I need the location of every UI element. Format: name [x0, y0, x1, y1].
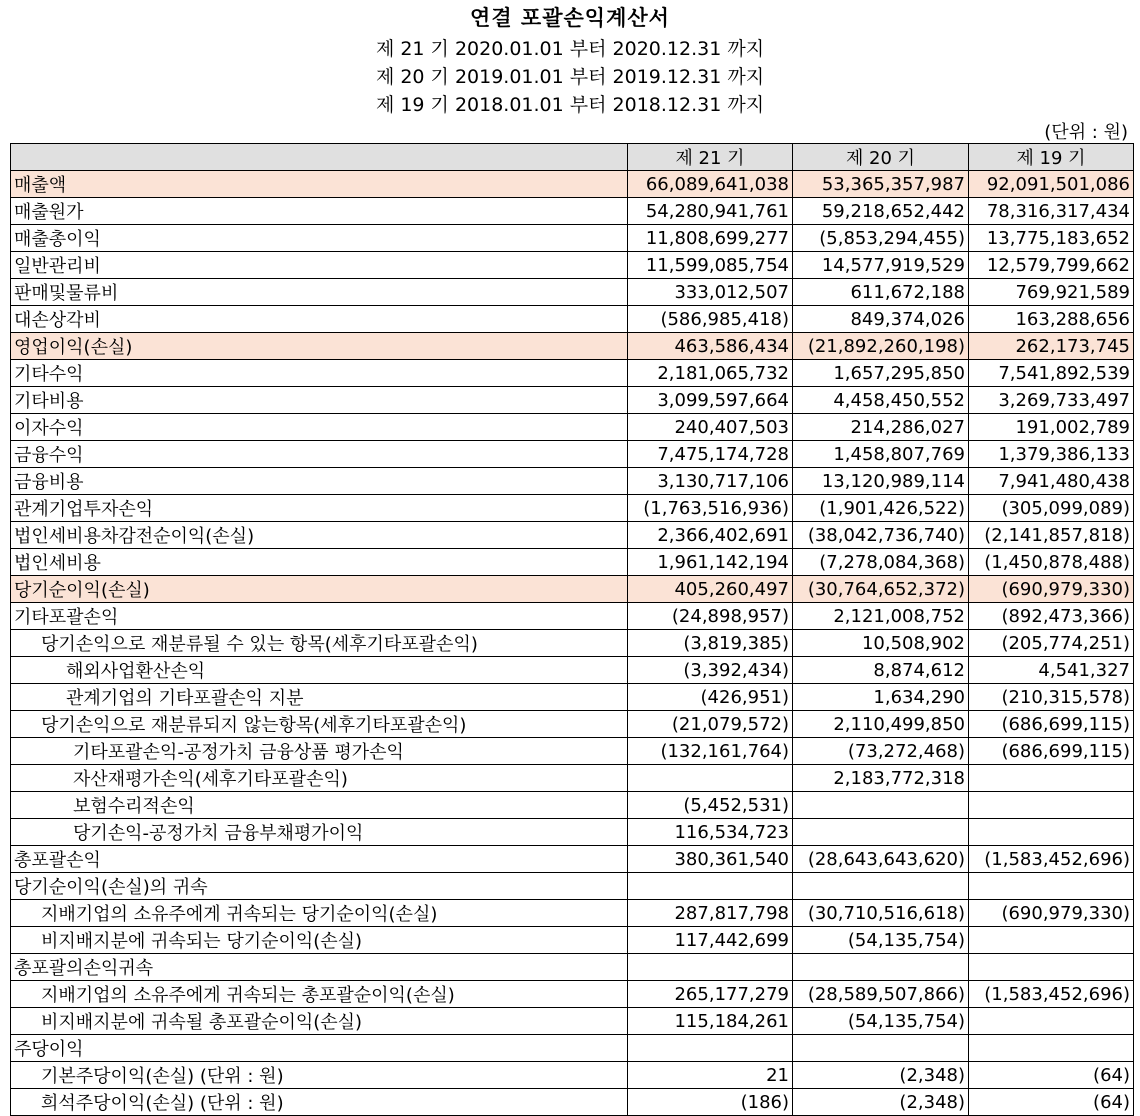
value-period-21: (586,985,418) [628, 306, 793, 333]
account-label: 기타비용 [11, 387, 628, 414]
account-label: 당기순이익(손실) [11, 576, 628, 603]
table-row [11, 522, 1134, 549]
value-period-19: 769,921,589 [969, 279, 1134, 306]
value-period-19: (686,699,115) [969, 738, 1134, 765]
account-label: 이자수익 [11, 414, 628, 441]
value-period-21: 265,177,279 [628, 981, 793, 1008]
value-period-21: (3,819,385) [628, 630, 793, 657]
value-period-20 [793, 954, 969, 981]
value-period-21: (132,161,764) [628, 738, 793, 765]
value-period-19: (210,315,578) [969, 684, 1134, 711]
account-label: 지배기업의 소유주에게 귀속되는 총포괄순이익(손실) [11, 981, 628, 1008]
value-period-20 [793, 819, 969, 846]
table-row [11, 711, 1134, 738]
value-period-19: 191,002,789 [969, 414, 1134, 441]
value-period-19: 12,579,799,662 [969, 252, 1134, 279]
value-period-19: (892,473,366) [969, 603, 1134, 630]
value-period-19 [969, 1008, 1134, 1035]
value-period-20: (2,348) [793, 1089, 969, 1116]
value-period-20: 10,508,902 [793, 630, 969, 657]
value-period-20: (54,135,754) [793, 1008, 969, 1035]
table-row [11, 252, 1134, 279]
value-period-19: (690,979,330) [969, 576, 1134, 603]
value-period-19 [969, 819, 1134, 846]
value-period-20: 611,672,188 [793, 279, 969, 306]
account-label: 기본주당이익(손실) (단위 : 원) [11, 1062, 628, 1089]
table-row [11, 441, 1134, 468]
table-row [11, 657, 1134, 684]
account-label: 대손상각비 [11, 306, 628, 333]
value-period-21: 7,475,174,728 [628, 441, 793, 468]
value-period-20: 2,110,499,850 [793, 711, 969, 738]
value-period-21: 405,260,497 [628, 576, 793, 603]
table-row [11, 738, 1134, 765]
value-period-20: (7,278,084,368) [793, 549, 969, 576]
value-period-19: 78,316,317,434 [969, 198, 1134, 225]
value-period-19 [969, 927, 1134, 954]
value-period-19: (2,141,857,818) [969, 522, 1134, 549]
value-period-19 [969, 873, 1134, 900]
value-period-20: (38,042,736,740) [793, 522, 969, 549]
value-period-20: (30,764,652,372) [793, 576, 969, 603]
value-period-21: 2,366,402,691 [628, 522, 793, 549]
value-period-20: 4,458,450,552 [793, 387, 969, 414]
account-label: 총포괄의손익귀속 [11, 954, 628, 981]
statement-title: 연결 포괄손익계산서 [470, 6, 670, 30]
value-period-19 [969, 954, 1134, 981]
table-row [11, 387, 1134, 414]
value-period-19: (690,979,330) [969, 900, 1134, 927]
value-period-21: 11,599,085,754 [628, 252, 793, 279]
value-period-21: (426,951) [628, 684, 793, 711]
account-label: 법인세비용 [11, 549, 628, 576]
period-line: 제 21 기 2020.01.01 부터 2020.12.31 까지 [375, 38, 765, 60]
header-account [11, 144, 628, 171]
value-period-19: (1,583,452,696) [969, 846, 1134, 873]
value-period-19: (64) [969, 1089, 1134, 1116]
table-row [11, 900, 1134, 927]
value-period-19: 7,541,892,539 [969, 360, 1134, 387]
table-row [11, 927, 1134, 954]
value-period-21: (3,392,434) [628, 657, 793, 684]
table-row [11, 1062, 1134, 1089]
value-period-21 [628, 873, 793, 900]
table-row [11, 468, 1134, 495]
table-row [11, 630, 1134, 657]
value-period-21: 21 [628, 1062, 793, 1089]
value-period-19: 163,288,656 [969, 306, 1134, 333]
table-row [11, 225, 1134, 252]
value-period-20: (28,643,643,620) [793, 846, 969, 873]
value-period-20: 1,657,295,850 [793, 360, 969, 387]
value-period-21: 333,012,507 [628, 279, 793, 306]
table-row [11, 954, 1134, 981]
table-row [11, 873, 1134, 900]
value-period-21: 1,961,142,194 [628, 549, 793, 576]
value-period-20: 214,286,027 [793, 414, 969, 441]
header-period-20: 제 20 기 [793, 144, 969, 171]
value-period-19: 1,379,386,133 [969, 441, 1134, 468]
value-period-20: (30,710,516,618) [793, 900, 969, 927]
value-period-21: (21,079,572) [628, 711, 793, 738]
value-period-20: (1,901,426,522) [793, 495, 969, 522]
value-period-20: 59,218,652,442 [793, 198, 969, 225]
account-label: 해외사업환산손익 [11, 657, 628, 684]
value-period-20: 13,120,989,114 [793, 468, 969, 495]
account-label: 보험수리적손익 [11, 792, 628, 819]
value-period-21: 115,184,261 [628, 1008, 793, 1035]
value-period-20: 8,874,612 [793, 657, 969, 684]
value-period-21: (1,763,516,936) [628, 495, 793, 522]
value-period-19: (205,774,251) [969, 630, 1134, 657]
value-period-21: (5,452,531) [628, 792, 793, 819]
value-period-19: 92,091,501,086 [969, 171, 1134, 198]
table-row [11, 198, 1134, 225]
account-label: 기타수익 [11, 360, 628, 387]
value-period-21: (186) [628, 1089, 793, 1116]
value-period-19 [969, 765, 1134, 792]
table-header-row [11, 144, 1134, 171]
period-line: 제 20 기 2019.01.01 부터 2019.12.31 까지 [375, 66, 765, 88]
value-period-19: (305,099,089) [969, 495, 1134, 522]
table-row [11, 576, 1134, 603]
account-label: 관계기업의 기타포괄손익 지분 [11, 684, 628, 711]
value-period-20: 1,458,807,769 [793, 441, 969, 468]
value-period-21: 11,808,699,277 [628, 225, 793, 252]
value-period-21: 3,099,597,664 [628, 387, 793, 414]
table-row [11, 1035, 1134, 1062]
value-period-21: 463,586,434 [628, 333, 793, 360]
value-period-19: 7,941,480,438 [969, 468, 1134, 495]
table-row [11, 414, 1134, 441]
table-row [11, 1008, 1134, 1035]
unit-label: (단위 : 원) [1044, 122, 1128, 143]
table-row [11, 279, 1134, 306]
header-period-21: 제 21 기 [628, 144, 793, 171]
value-period-19: 262,173,745 [969, 333, 1134, 360]
account-label: 판매및물류비 [11, 279, 628, 306]
table-row [11, 846, 1134, 873]
table-row [11, 765, 1134, 792]
value-period-21: 66,089,641,038 [628, 171, 793, 198]
table-row [11, 603, 1134, 630]
value-period-20: 849,374,026 [793, 306, 969, 333]
account-label: 총포괄손익 [11, 846, 628, 873]
value-period-20: (5,853,294,455) [793, 225, 969, 252]
account-label: 관계기업투자손익 [11, 495, 628, 522]
table-body [11, 171, 1134, 1116]
table-row [11, 981, 1134, 1008]
income-statement-table [10, 143, 1134, 1116]
account-label: 금융수익 [11, 441, 628, 468]
account-label: 매출액 [11, 171, 628, 198]
value-period-20: 1,634,290 [793, 684, 969, 711]
table-row [11, 333, 1134, 360]
value-period-20: (21,892,260,198) [793, 333, 969, 360]
account-label: 비지배지분에 귀속될 총포괄순이익(손실) [11, 1008, 628, 1035]
value-period-19: (1,450,878,488) [969, 549, 1134, 576]
value-period-21: 287,817,798 [628, 900, 793, 927]
value-period-20: (2,348) [793, 1062, 969, 1089]
account-label: 희석주당이익(손실) (단위 : 원) [11, 1089, 628, 1116]
account-label: 당기순이익(손실)의 귀속 [11, 873, 628, 900]
value-period-21: 54,280,941,761 [628, 198, 793, 225]
account-label: 지배기업의 소유주에게 귀속되는 당기순이익(손실) [11, 900, 628, 927]
table-row [11, 360, 1134, 387]
value-period-20: 2,183,772,318 [793, 765, 969, 792]
account-label: 매출총이익 [11, 225, 628, 252]
value-period-19: 13,775,183,652 [969, 225, 1134, 252]
value-period-20 [793, 1035, 969, 1062]
account-label: 금융비용 [11, 468, 628, 495]
account-label: 자산재평가손익(세후기타포괄손익) [11, 765, 628, 792]
value-period-19 [969, 1035, 1134, 1062]
table-row [11, 495, 1134, 522]
value-period-21: 117,442,699 [628, 927, 793, 954]
value-period-20: (28,589,507,866) [793, 981, 969, 1008]
value-period-20: (73,272,468) [793, 738, 969, 765]
value-period-19: (1,583,452,696) [969, 981, 1134, 1008]
value-period-21: (24,898,957) [628, 603, 793, 630]
value-period-20: (54,135,754) [793, 927, 969, 954]
value-period-21: 3,130,717,106 [628, 468, 793, 495]
account-label: 매출원가 [11, 198, 628, 225]
header-period-19: 제 19 기 [969, 144, 1134, 171]
value-period-19: 4,541,327 [969, 657, 1134, 684]
value-period-20: 2,121,008,752 [793, 603, 969, 630]
table-row [11, 792, 1134, 819]
account-label: 기타포괄손익 [11, 603, 628, 630]
table-row [11, 171, 1134, 198]
account-label: 당기손익으로 재분류될 수 있는 항목(세후기타포괄손익) [11, 630, 628, 657]
value-period-21: 380,361,540 [628, 846, 793, 873]
table-row [11, 1089, 1134, 1116]
value-period-19: (686,699,115) [969, 711, 1134, 738]
value-period-21: 2,181,065,732 [628, 360, 793, 387]
value-period-20: 14,577,919,529 [793, 252, 969, 279]
value-period-21 [628, 765, 793, 792]
table-row [11, 684, 1134, 711]
value-period-19: (64) [969, 1062, 1134, 1089]
account-label: 기타포괄손익-공정가치 금융상품 평가손익 [11, 738, 628, 765]
value-period-19: 3,269,733,497 [969, 387, 1134, 414]
value-period-20: 53,365,357,987 [793, 171, 969, 198]
period-line: 제 19 기 2018.01.01 부터 2018.12.31 까지 [375, 94, 765, 116]
value-period-20 [793, 873, 969, 900]
value-period-19 [969, 792, 1134, 819]
value-period-21 [628, 1035, 793, 1062]
account-label: 일반관리비 [11, 252, 628, 279]
value-period-21: 116,534,723 [628, 819, 793, 846]
account-label: 주당이익 [11, 1035, 628, 1062]
value-period-21: 240,407,503 [628, 414, 793, 441]
account-label: 법인세비용차감전순이익(손실) [11, 522, 628, 549]
table-row [11, 306, 1134, 333]
account-label: 영업이익(손실) [11, 333, 628, 360]
table-row [11, 819, 1134, 846]
value-period-21 [628, 954, 793, 981]
account-label: 당기손익으로 재분류되지 않는항목(세후기타포괄손익) [11, 711, 628, 738]
table-row [11, 549, 1134, 576]
account-label: 당기손익-공정가치 금융부채평가이익 [11, 819, 628, 846]
value-period-20 [793, 792, 969, 819]
account-label: 비지배지분에 귀속되는 당기순이익(손실) [11, 927, 628, 954]
